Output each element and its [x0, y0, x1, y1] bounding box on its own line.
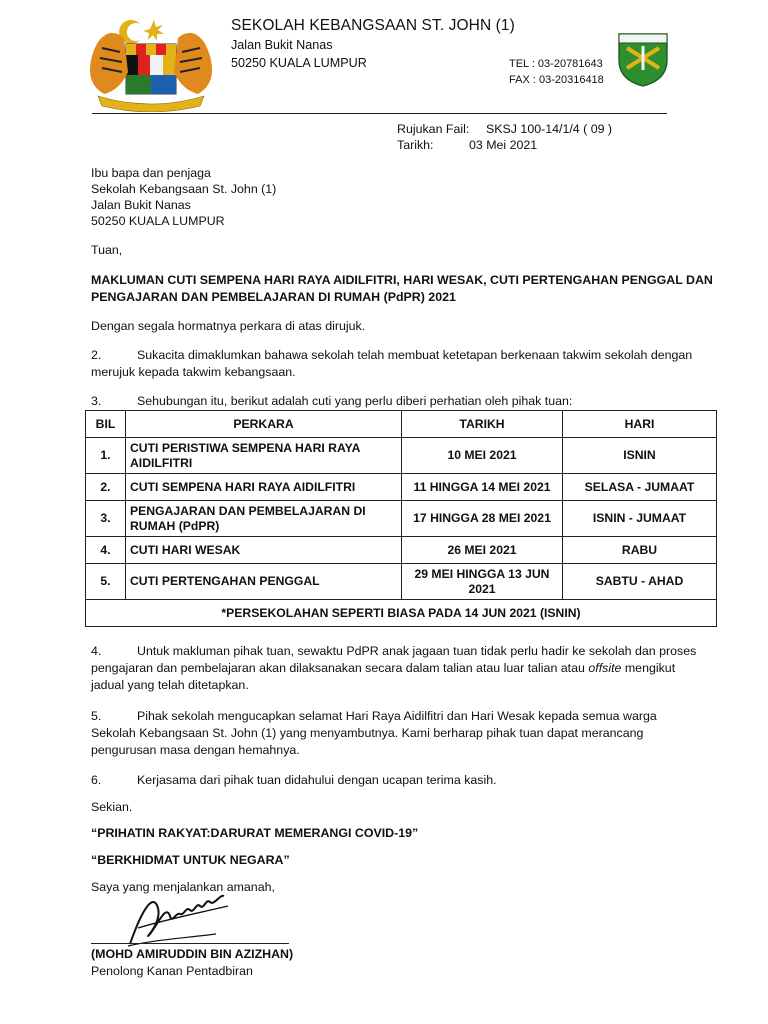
coat-of-arms-icon	[88, 12, 214, 112]
recipient-line: 50250 KUALA LUMPUR	[91, 214, 225, 228]
table-cell: 4.	[86, 537, 126, 564]
slogan-covid: “PRIHATIN RAKYAT:DARURAT MEMERANGI COVID-19”	[91, 826, 419, 840]
table-row	[86, 537, 717, 564]
table-cell: RABU	[563, 537, 717, 564]
table-cell: 26 MEI 2021	[402, 537, 563, 564]
slogan-berkhidmat: “BERKHIDMAT UNTUK NEGARA”	[91, 853, 290, 867]
paragraph-text: mengikut jadual yang telah ditetapkan.	[91, 661, 676, 692]
paragraph-4	[91, 643, 703, 694]
signature-icon	[124, 884, 234, 952]
salutation: Tuan,	[91, 243, 123, 257]
table-cell: 5.	[86, 564, 126, 600]
recipient-line: Ibu bapa dan penjaga	[91, 166, 211, 180]
table-cell: 17 HINGGA 28 MEI 2021	[402, 501, 563, 537]
closing-amanah: Saya yang menjalankan amanah,	[91, 880, 275, 894]
table-cell: SELASA - JUMAAT	[563, 474, 717, 501]
school-name: SEKOLAH KEBANGSAAN ST. JOHN (1)	[231, 17, 515, 34]
file-reference-value: SKSJ 100-14/1/4 ( 09 )	[486, 122, 613, 136]
table-footer-note: *PERSEKOLAHAN SEPERTI BIASA PADA 14 JUN 2021 (ISNIN)	[86, 600, 717, 627]
paragraph-text: Sehubungan itu, berikut adalah cuti yang perlu diberi perhatian oleh pihak tuan:	[137, 394, 573, 408]
paragraph-2	[91, 347, 703, 381]
recipient-line: Jalan Bukit Nanas	[91, 198, 191, 212]
table-row	[86, 501, 717, 537]
table-cell: 10 MEI 2021	[402, 438, 563, 474]
paragraph-number: 4.	[91, 644, 102, 658]
paragraph-6	[91, 772, 703, 789]
table-cell: ISNIN - JUMAAT	[563, 501, 717, 537]
paragraph-text: Sukacita dimaklumkan bahawa sekolah telah membuat ketetapan berkenaan takwim sekolah dengan merujuk kepada takwim kebangsaan.	[91, 348, 693, 379]
letter-date-label: Tarikh:	[397, 138, 434, 152]
table-header: BIL	[86, 411, 126, 438]
letterhead-divider	[92, 113, 667, 114]
school-address-line1: Jalan Bukit Nanas	[231, 38, 333, 52]
paragraph-3	[91, 393, 703, 410]
paragraph-text: Pihak sekolah mengucapkan selamat Hari Raya Aidilfitri dan Hari Wesak kepada semua warga Sekolah Kebangsaan St. John (1) yang menyambutnya. Kami berharap pihak tuan dapat merancang pengurusan masa dengan hemahnya.	[91, 709, 657, 757]
table-row	[86, 438, 717, 474]
recipient-line: Sekolah Kebangsaan St. John (1)	[91, 182, 277, 196]
table-header: HARI	[563, 411, 717, 438]
table-header: PERKARA	[126, 411, 402, 438]
table-cell: CUTI PERTENGAHAN PENGGAL	[126, 564, 402, 600]
table-header-row	[86, 411, 717, 438]
letter-date-value: 03 Mei 2021	[469, 138, 538, 152]
paragraph-text: Untuk makluman pihak tuan, sewaktu PdPR anak jagaan tuan tidak perlu hadir ke sekolah dan proses pengajaran dan pembelajaran akan dilaksanakan secara dalam talian atau luar talian atau	[91, 644, 697, 675]
paragraph-number: 2.	[91, 348, 102, 362]
paragraph-number: 3.	[91, 394, 102, 408]
table-footer-row	[86, 600, 717, 627]
table-cell: ISNIN	[563, 438, 717, 474]
table-cell: 29 MEI HINGGA 13 JUN 2021	[402, 564, 563, 600]
school-crest-icon	[617, 26, 669, 88]
signer-position: Penolong Kanan Pentadbiran	[91, 964, 253, 978]
file-reference-label: Rujukan Fail:	[397, 122, 470, 136]
table-cell: SABTU - AHAD	[563, 564, 717, 600]
paragraph-5	[91, 708, 703, 759]
closing-sekian: Sekian.	[91, 800, 133, 814]
school-telephone: TEL : 03-20781643	[509, 58, 603, 70]
school-address-line2: 50250 KUALA LUMPUR	[231, 56, 367, 70]
paragraph-number: 5.	[91, 709, 102, 723]
table-cell: 1.	[86, 438, 126, 474]
table-cell: 2.	[86, 474, 126, 501]
table-row	[86, 474, 717, 501]
signer-name: (MOHD AMIRUDDIN BIN AZIZHAN)	[91, 947, 294, 961]
paragraph-text: Kerjasama dari pihak tuan didahului dengan ucapan terima kasih.	[137, 773, 497, 787]
paragraph-italic-term: offsite	[588, 661, 622, 675]
table-cell: CUTI PERISTIWA SEMPENA HARI RAYA AIDILFITRI	[126, 438, 402, 474]
school-fax: FAX : 03-20316418	[509, 74, 604, 86]
letter-subject: MAKLUMAN CUTI SEMPENA HARI RAYA AIDILFITRI, HARI WESAK, CUTI PERTENGAHAN PENGGAL DAN PENGAJARAN DAN PEMBELAJARAN DI RUMAH (PdPR) 2021	[91, 273, 713, 304]
signature-line	[91, 943, 289, 944]
table-header: TARIKH	[402, 411, 563, 438]
table-row	[86, 564, 717, 600]
table-cell: 3.	[86, 501, 126, 537]
intro-paragraph: Dengan segala hormatnya perkara di atas dirujuk.	[91, 319, 366, 333]
holiday-table	[85, 410, 717, 627]
table-cell: PENGAJARAN DAN PEMBELAJARAN DI RUMAH (PdPR)	[126, 501, 402, 537]
table-cell: CUTI SEMPENA HARI RAYA AIDILFITRI	[126, 474, 402, 501]
paragraph-number: 6.	[91, 773, 102, 787]
table-cell: 11 HINGGA 14 MEI 2021	[402, 474, 563, 501]
table-cell: CUTI HARI WESAK	[126, 537, 402, 564]
